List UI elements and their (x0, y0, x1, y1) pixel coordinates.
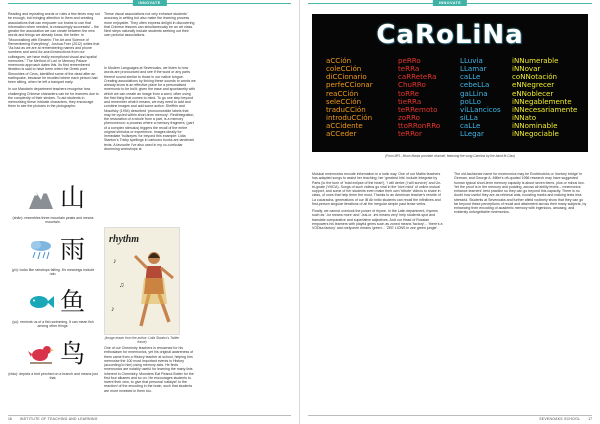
poster-word: aCCión (326, 56, 352, 65)
rhythm-illustration (104, 227, 180, 335)
poster-word: viLLancicos (460, 104, 501, 114)
poster-word: caRReteRa (398, 72, 437, 82)
section-tag: INNOVATE (433, 0, 467, 6)
poster-word: coNNotación (512, 72, 558, 82)
institute-name: INSTITUTE OF TEACHING AND LEARNING (19, 417, 98, 421)
poster-caption: (From MFL, Moon Mania pocolate channel, featuring the song Carolina by the band M-Clan) (385, 154, 515, 158)
poster-word: LLuvia (460, 56, 483, 65)
right-footer (308, 415, 592, 421)
poster-word: iNNegablemente (512, 96, 572, 106)
poster-word: teRRemoto (398, 104, 438, 114)
figure-caption: (Image drawn from the author: Lidia Stanton's Twitter frame) (104, 336, 180, 344)
poster-word: aCCidente (326, 121, 363, 131)
paragraph: In Modern Languages at Sevenoaks, we listen to how words are pronounced and see if the word or any parts thereof sound similar to those in our native tongue. Creating associations by linking these sounds to words we already know is an effective place for a personalised mnemonic to be built; given the ease and spontaneity with which we can create an image from a word, often using the first thing that comes to mind. To go one step beyond and remember what it means, we may need to add and combine images and add some action. Shriffrin and Nosofsky (1994) described 'pronounceable labels that may be cycled within short-term memory'. Redintegration, the restoration of a whole from a part, is a memory phenomenon: a process where a memory fragment, (part of a complex stimulus) triggers the recall of the entire original stimulus or experience. Images ideally for immediate 'bullseyes' for beyond this example: Lidia Stanton's Tricky spellings in cartoons books are landmark texts. A favourite I've also used in my co-curricular drumming workshops is: (104, 66, 196, 151)
character-row-yu-rain (8, 236, 100, 288)
paragraph: One of our Chemistry teachers is renowned for his enthusiasm for mnemonics, yet his original awareness of them came from a History teacher at school, helping him memorise the 100 most important events in History (according to him) using memory aids. He finds mnemonics are notably useful for learning the many lists inherent in Chemistry. Monsters Eat Peanut Butter for the first four alkanes and so on. He encourages students to invent their own, to give that personal 'catalyst' to the reaction! of the encoding in the brain, such that students are more invested in them too. (104, 346, 194, 393)
paragraph: These visual associations not only enhance students' accuracy in writing but also make the learning process more enjoyable. They often express delight in discovering that Chinese lessons can simultaneously be an art class. Next steps naturally include students seeking out their own pictorial associations. (104, 12, 195, 38)
carolina-poster (312, 14, 588, 152)
poster-word: peRRo (398, 56, 421, 65)
poster-word: LLegar (460, 129, 484, 139)
poster-word: seleCCión (326, 96, 362, 106)
poster-column-ll (460, 57, 501, 139)
poster-word: tieRRa (398, 96, 422, 106)
section-tag: INNOVATE (132, 0, 166, 6)
right-header (300, 0, 600, 9)
poster-word: ChuRRo (398, 80, 426, 90)
right-page (300, 0, 600, 424)
poster-word: iNNumerable (512, 56, 559, 65)
dancer-figure (131, 248, 177, 332)
right-column-1 (312, 172, 444, 233)
poster-word: LLamar (460, 64, 487, 74)
poster-word: siLLa (460, 113, 478, 123)
poster-word: eNNoblecer (512, 88, 554, 98)
character-row-niao (8, 340, 100, 392)
page-number: 16 (8, 417, 12, 421)
poster-word: coleCCión (326, 64, 362, 74)
mountain-icon (28, 186, 54, 210)
poster-word: teRRor (398, 129, 422, 139)
hanzi-yu-fish: 鱼 (60, 287, 86, 316)
music-note-icon: ♪ (111, 306, 115, 313)
poster-word: eNNegrecer (512, 80, 555, 90)
poster-word: toRRe (398, 88, 420, 98)
character-row-shan (8, 184, 100, 236)
character-caption: (yǔ): looks like raindrops falling. It's meanings include rain. (11, 268, 95, 277)
paragraph: Finally, we cannot overlook the power of rhyme. In the Latin department, rhymes such as '-ior means more' and '-issi-or -imi means very' help students spot and translate comparative and superlative adjectives. And our Head of Russian empowers his learners with playful gems such as zoned means 'factory'... 'there's a VODka factory' and roelyonee means 'green'... 'ZEE LIONS in zee green jungle'. (312, 209, 443, 230)
paragraph: In our Mandarin department teachers recognise how challenging Chinese characters can be for learners due to the complexity of their strokes. To aid students in memorising these intricate characters, they encourage them to see the pictures in the pictographs: (8, 87, 99, 109)
school-name: SEVENOAKS SCHOOL (539, 417, 581, 421)
hanzi-yu-rain: 雨 (60, 235, 86, 264)
poster-word: iNNato (512, 113, 537, 123)
page-number: 17 (588, 417, 592, 421)
poster-column-rr (398, 57, 440, 139)
hanzi-shan: 山 (60, 183, 86, 212)
paragraph: Musical mnemonics encode information in a ludic way. One of our Maths teachers has adapted songs to assist her teaching; her 'greatest hits' include Integrate by Parts (to the tune of 'total eclipse of the heart'), 'I will derive (I will survive)' and Un-tri-gnate (YMCA). Songs of such videos go viral in the 'hive mind' of online mutual support, and some of her students even make their own 'tribute' videos to share in class, of ones that help them the most. Thanks to an American teacher's rewrite of La cucaracha, generations of our IB Ab initio students can recall the infinitives and first-person singular iterations of all the irregular simple past tense verbs. (312, 172, 442, 206)
poster-word: caLLe (460, 72, 481, 82)
left-column-2-bottom (104, 346, 292, 396)
music-note-icon: ♪ (113, 258, 117, 265)
poster-word: iNNecesariamente (512, 104, 578, 114)
poster-word: aCCeder (326, 129, 357, 139)
poster-word: caLLe (460, 121, 481, 131)
poster-word: introduCCión (326, 113, 373, 123)
poster-word: perfeCCionar (326, 80, 373, 90)
poster-word: ttoRRonRRo (398, 121, 441, 131)
left-header (0, 0, 299, 9)
right-column-2 (454, 172, 588, 218)
hanzi-niao: 鸟 (60, 339, 86, 368)
poster-word: cebeLLa (460, 80, 490, 90)
music-note-icon: ♫ (119, 282, 125, 289)
left-footer (8, 415, 291, 421)
poster-word: poLLo (460, 96, 481, 106)
left-column-2-cont (104, 66, 196, 154)
character-caption: (yú): reminds us of a fish swimming. It can mean fish among other things. (12, 320, 94, 329)
character-caption: (shān): resembles three mountain peaks and means mountain. (12, 216, 94, 225)
poster-word: diCCionario (326, 72, 367, 82)
poster-word: teRRa (398, 64, 420, 74)
character-row-yu-fish (8, 288, 100, 340)
rhythm-word: rhythm (109, 234, 140, 245)
paragraph: Reading and repeating words or rules a few times may not be enough, but bringing attention to them and creating associations that can empower our brains to use that information when needed, is reassuringly successful – the greater the association we can create between the new words and things we already know, the better. In "Moonwalking with Einstein: The Art and Science of Remembering Everything", Joshua Foer (2012) writes that "As bad as we are at remembering names and phone numbers and word-for-word instructions from our colleagues, we have really exceptional visual and spatial memories." The Method of Loci or Memory Palace mnemonic approach dates this. Its first remembered iteration is said to have been when the Greek poet Simonides of Ceos, identified some of the dead after an earthquake, because he recalled where each person had been sitting, when he left a banquet early. (8, 12, 100, 84)
poster-word: zoRRo (398, 113, 420, 123)
poster-word: iNNegociable (512, 129, 559, 139)
cloud-rain-icon (28, 238, 54, 262)
fish-icon (28, 290, 54, 314)
poster-word: gaLLina (460, 88, 488, 98)
character-caption: (niǎo): depicts a bird perched on a branch and means just that. (8, 372, 98, 381)
poster-title: CaRoLiNa (376, 20, 524, 50)
poster-word: iNNominable (512, 121, 558, 131)
poster-column-cc (326, 57, 373, 139)
poster-word: iNNovar (512, 64, 541, 74)
paragraph: The old-fashioned name for mnemonics may be Ecobtrudcks or 'donkey bridge' in German, and George A. Miller's oft-quoted 1956 research may have suggested human typical short-term memory capacity is about seven items, plus or minus two. Yet the proof is in the memory and pudding, across all ability levels – mnemonics enhance learners' best practice so they can go beyond this capacity. There is no doubt how useful they are as retrieval aids, boosting marks and making tests less stressful. Students at Sevenoaks and further afield routinely show that they can go far beyond these perceptions of recall and attainment across their many subjects, by enhancing their encoding of academic memory with ingenious, amusing, and evidently unforgettable mnemonics. (454, 172, 587, 215)
left-column-2 (104, 12, 292, 41)
poster-column-nn (512, 57, 577, 139)
poster-word: reaCCión (326, 88, 359, 98)
bird-icon (28, 342, 54, 366)
poster-word: traduCCión (326, 104, 366, 114)
left-column-1 (8, 12, 100, 112)
